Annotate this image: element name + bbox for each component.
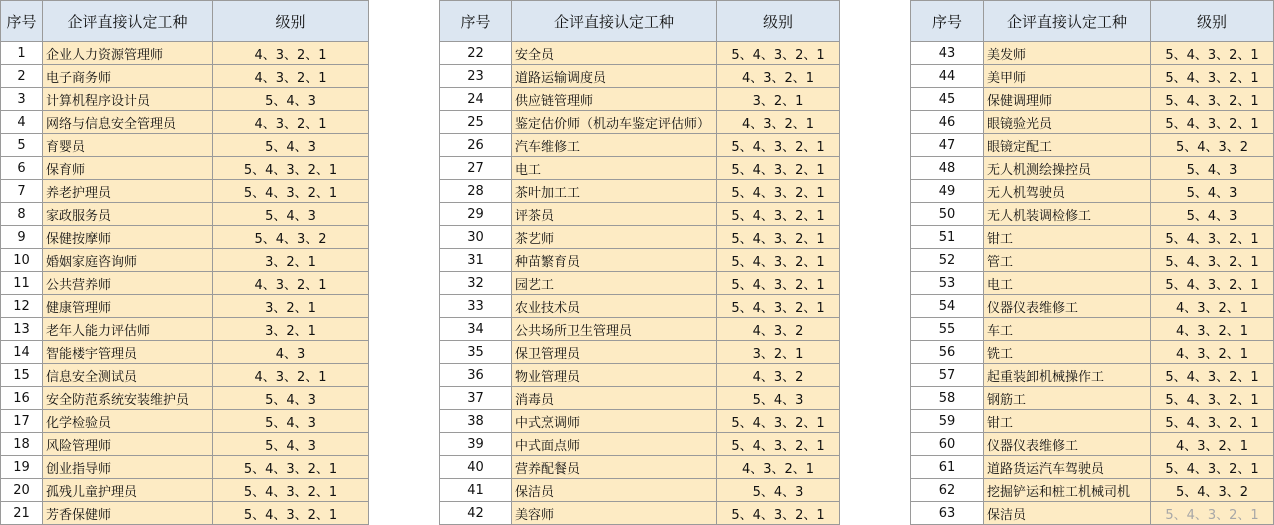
table-row: [440, 295, 840, 318]
level-list: 5、4、3、2、1: [1151, 410, 1274, 433]
row-number: 57: [911, 364, 984, 387]
level-list: 5、4、3: [213, 433, 369, 456]
row-number: 54: [911, 295, 984, 318]
occupation-name: 保健调理师: [984, 88, 1151, 111]
table-row: [911, 111, 1274, 134]
occupation-name: 安全防范系统安装维护员: [43, 387, 213, 410]
occupation-name: 茶艺师: [512, 226, 717, 249]
row-number: 11: [1, 272, 43, 295]
occupation-name: 电子商务师: [43, 65, 213, 88]
row-number: 58: [911, 387, 984, 410]
row-number: 40: [440, 456, 512, 479]
level-list: 5、4、3、2、1: [1151, 65, 1274, 88]
level-list: 4、3、2、1: [213, 65, 369, 88]
row-number: 50: [911, 203, 984, 226]
row-number: 30: [440, 226, 512, 249]
level-list: 5、4、3、2、1: [213, 502, 369, 525]
col-header-no: 序号: [1, 1, 43, 42]
row-number: 21: [1, 502, 43, 525]
row-number: 28: [440, 180, 512, 203]
occupation-name: 化学检验员: [43, 410, 213, 433]
occupation-name: 美发师: [984, 42, 1151, 65]
table-row: [911, 249, 1274, 272]
occupation-name: 供应链管理师: [512, 88, 717, 111]
level-list: 4、3: [213, 341, 369, 364]
table-row: [1, 88, 369, 111]
occupation-name: 智能楼宇管理员: [43, 341, 213, 364]
level-list: 3、2、1: [213, 318, 369, 341]
level-list: 4、3、2: [717, 364, 840, 387]
row-number: 53: [911, 272, 984, 295]
level-list: 5、4、3、2、1: [1151, 456, 1274, 479]
occupation-name: 信息安全测试员: [43, 364, 213, 387]
table-row: [911, 364, 1274, 387]
occupation-name: 中式烹调师: [512, 410, 717, 433]
certification-table-1: [0, 0, 369, 525]
occupation-name: 起重装卸机械操作工: [984, 364, 1151, 387]
level-list: 5、4、3、2、1: [717, 226, 840, 249]
row-number: 8: [1, 203, 43, 226]
level-list: 4、3、2、1: [213, 272, 369, 295]
occupation-name: 无人机驾驶员: [984, 180, 1151, 203]
level-list: 4、3、2、1: [717, 65, 840, 88]
table-row: [1, 387, 369, 410]
occupation-name: 美容师: [512, 502, 717, 525]
table-row: [440, 65, 840, 88]
table-row: [1, 111, 369, 134]
occupation-name: 育婴员: [43, 134, 213, 157]
occupation-name: 电工: [512, 157, 717, 180]
row-number: 6: [1, 157, 43, 180]
occupation-name: 保洁员: [984, 502, 1151, 525]
table-row: [1, 295, 369, 318]
level-list: 4、3、2、1: [1151, 295, 1274, 318]
row-number: 49: [911, 180, 984, 203]
level-list: 5、4、3、2: [1151, 134, 1274, 157]
table-row: [1, 203, 369, 226]
row-number: 41: [440, 479, 512, 502]
row-number: 13: [1, 318, 43, 341]
table-row: [440, 157, 840, 180]
level-list: 5、4、3、2、1: [213, 180, 369, 203]
occupation-name: 汽车维修工: [512, 134, 717, 157]
occupation-name: 芳香保健师: [43, 502, 213, 525]
row-number: 60: [911, 433, 984, 456]
table-row: [440, 410, 840, 433]
table-row: [1, 433, 369, 456]
table-row: [440, 88, 840, 111]
table-row: [1, 226, 369, 249]
col-header-name: 企评直接认定工种: [512, 1, 717, 42]
level-list: 5、4、3: [1151, 203, 1274, 226]
row-number: 9: [1, 226, 43, 249]
table-row: [911, 65, 1274, 88]
table-row: [1, 502, 369, 525]
level-list: 5、4、3: [213, 410, 369, 433]
level-list: 5、4、3、2: [213, 226, 369, 249]
col-header-name: 企评直接认定工种: [984, 1, 1151, 42]
row-number: 39: [440, 433, 512, 456]
level-list: 5、4、3、2、1: [1151, 387, 1274, 410]
table-row: [440, 341, 840, 364]
row-number: 59: [911, 410, 984, 433]
row-number: 45: [911, 88, 984, 111]
occupation-name: 创业指导师: [43, 456, 213, 479]
row-number: 23: [440, 65, 512, 88]
row-number: 47: [911, 134, 984, 157]
row-number: 26: [440, 134, 512, 157]
row-number: 31: [440, 249, 512, 272]
level-list: 4、3、2、1: [213, 111, 369, 134]
table-row: [440, 203, 840, 226]
table-row: [911, 295, 1274, 318]
col-header-no: 序号: [911, 1, 984, 42]
table-row: [1, 157, 369, 180]
level-list: 4、3、2、1: [213, 364, 369, 387]
row-number: 43: [911, 42, 984, 65]
level-list: 3、2、1: [717, 341, 840, 364]
row-number: 19: [1, 456, 43, 479]
table-row: [911, 341, 1274, 364]
row-number: 22: [440, 42, 512, 65]
row-number: 4: [1, 111, 43, 134]
level-list: 5、4、3、2、1: [717, 42, 840, 65]
occupation-name: 公共场所卫生管理员: [512, 318, 717, 341]
occupation-name: 钳工: [984, 410, 1151, 433]
occupation-name: 仪器仪表维修工: [984, 433, 1151, 456]
table-row: [1, 410, 369, 433]
col-header-level: 级别: [717, 1, 840, 42]
occupation-name: 钳工: [984, 226, 1151, 249]
occupation-name: 风险管理师: [43, 433, 213, 456]
row-number: 34: [440, 318, 512, 341]
level-list: 3、2、1: [213, 295, 369, 318]
occupation-name: 营养配餐员: [512, 456, 717, 479]
level-list: 5、4、3、2、1: [213, 456, 369, 479]
row-number: 14: [1, 341, 43, 364]
level-list: 5、4、3、2、1: [717, 157, 840, 180]
table-row: [440, 180, 840, 203]
table-row: [911, 272, 1274, 295]
level-list: 5、4、3: [213, 387, 369, 410]
occupation-name: 评茶员: [512, 203, 717, 226]
table-row: [1, 180, 369, 203]
occupation-name: 婚姻家庭咨询师: [43, 249, 213, 272]
table-row: [911, 433, 1274, 456]
table-row: [911, 456, 1274, 479]
level-list: 5、4、3、2、1: [1151, 226, 1274, 249]
level-list: 4、3、2、1: [213, 42, 369, 65]
occupation-name: 中式面点师: [512, 433, 717, 456]
row-number: 1: [1, 42, 43, 65]
level-list: 5、4、3、2、1: [717, 134, 840, 157]
occupation-name: 网络与信息安全管理员: [43, 111, 213, 134]
level-list: 3、2、1: [213, 249, 369, 272]
table-row: [911, 318, 1274, 341]
row-number: 48: [911, 157, 984, 180]
level-list: 5、4、3: [213, 88, 369, 111]
table-row: [440, 249, 840, 272]
table-row: [911, 226, 1274, 249]
occupation-name: 保卫管理员: [512, 341, 717, 364]
level-list: 5、4、3: [1151, 180, 1274, 203]
level-list: 5、4、3、2、1: [717, 180, 840, 203]
occupation-name: 挖掘铲运和桩工机械司机: [984, 479, 1151, 502]
row-number: 51: [911, 226, 984, 249]
row-number: 55: [911, 318, 984, 341]
level-list: 5、4、3: [1151, 157, 1274, 180]
table-row: [1, 364, 369, 387]
table-row: [911, 157, 1274, 180]
level-list: 5、4、3: [717, 479, 840, 502]
level-list: 5、4、3: [213, 203, 369, 226]
occupation-name: 园艺工: [512, 272, 717, 295]
row-number: 33: [440, 295, 512, 318]
row-number: 16: [1, 387, 43, 410]
row-number: 17: [1, 410, 43, 433]
level-list: 5、4、3、2、1: [717, 410, 840, 433]
table-row: [440, 479, 840, 502]
occupation-name: 电工: [984, 272, 1151, 295]
level-list: 4、3、2、1: [1151, 341, 1274, 364]
row-number: 7: [1, 180, 43, 203]
level-list: 5、4、3、2、1: [717, 272, 840, 295]
table-row: [440, 226, 840, 249]
table-row: [1, 42, 369, 65]
level-list: 5、4、3、2、1: [213, 479, 369, 502]
certification-table-3: [910, 0, 1274, 525]
level-list: 5、4、3、2、1: [717, 203, 840, 226]
occupation-name: 钢筋工: [984, 387, 1151, 410]
occupation-name: 保洁员: [512, 479, 717, 502]
level-list: 5、4、3: [717, 387, 840, 410]
table-row: [1, 318, 369, 341]
occupation-name: 眼镜定配工: [984, 134, 1151, 157]
occupation-name: 车工: [984, 318, 1151, 341]
table-row: [911, 88, 1274, 111]
occupation-name: 道路货运汽车驾驶员: [984, 456, 1151, 479]
level-list: 3、2、1: [717, 88, 840, 111]
row-number: 5: [1, 134, 43, 157]
row-number: 62: [911, 479, 984, 502]
col-header-no: 序号: [440, 1, 512, 42]
level-list: 5、4、3、2、1: [717, 295, 840, 318]
row-number: 18: [1, 433, 43, 456]
certification-table-2: [439, 0, 840, 525]
occupation-name: 物业管理员: [512, 364, 717, 387]
level-list: 5、4、3、2、1: [1151, 249, 1274, 272]
table-row: [440, 502, 840, 525]
occupation-name: 鉴定估价师（机动车鉴定评估师）: [512, 111, 717, 134]
occupation-name: 美甲师: [984, 65, 1151, 88]
occupation-name: 无人机装调检修工: [984, 203, 1151, 226]
occupation-name: 安全员: [512, 42, 717, 65]
row-number: 20: [1, 479, 43, 502]
occupation-name: 保育师: [43, 157, 213, 180]
occupation-name: 无人机测绘操控员: [984, 157, 1151, 180]
row-number: 25: [440, 111, 512, 134]
row-number: 12: [1, 295, 43, 318]
level-list: 5、4、3、2、1: [717, 433, 840, 456]
row-number: 27: [440, 157, 512, 180]
row-number: 61: [911, 456, 984, 479]
table-row: [1, 249, 369, 272]
table-row: [911, 479, 1274, 502]
col-header-name: 企评直接认定工种: [43, 1, 213, 42]
level-list: 5、4、3、2、1: [1151, 272, 1274, 295]
occupation-name: 茶叶加工工: [512, 180, 717, 203]
row-number: 2: [1, 65, 43, 88]
occupation-name: 孤残儿童护理员: [43, 479, 213, 502]
table-row: [440, 456, 840, 479]
table-row: [911, 387, 1274, 410]
occupation-name: 眼镜验光员: [984, 111, 1151, 134]
level-list: 5、4、3、2、1: [1151, 88, 1274, 111]
row-number: 44: [911, 65, 984, 88]
row-number: 10: [1, 249, 43, 272]
level-list: 5、4、3、2、1: [717, 502, 840, 525]
occupation-name: 道路运输调度员: [512, 65, 717, 88]
occupation-name: 健康管理师: [43, 295, 213, 318]
occupation-name: 计算机程序设计员: [43, 88, 213, 111]
table-row: [911, 180, 1274, 203]
col-header-level: 级别: [213, 1, 369, 42]
level-list: 5、4、3、2、1: [1151, 111, 1274, 134]
occupation-name: 家政服务员: [43, 203, 213, 226]
row-number: 46: [911, 111, 984, 134]
occupation-name: 公共营养师: [43, 272, 213, 295]
level-list: 4、3、2、1: [717, 456, 840, 479]
table-header-row: [440, 1, 840, 42]
level-list: 4、3、2、1: [1151, 433, 1274, 456]
occupation-name: 种苗繁育员: [512, 249, 717, 272]
row-number: 15: [1, 364, 43, 387]
table-row: [911, 410, 1274, 433]
level-list: 5、4、3、2、1: [1151, 42, 1274, 65]
level-list: 5、4、3、2: [1151, 479, 1274, 502]
row-number: 42: [440, 502, 512, 525]
table-header-row: [1, 1, 369, 42]
occupation-name: 管工: [984, 249, 1151, 272]
level-list: 5、4、3、2、1: [213, 157, 369, 180]
row-number: 38: [440, 410, 512, 433]
occupation-name: 企业人力资源管理师: [43, 42, 213, 65]
table-row: [1, 134, 369, 157]
table-row: [1, 456, 369, 479]
occupation-name: 老年人能力评估师: [43, 318, 213, 341]
row-number: 29: [440, 203, 512, 226]
row-number: 52: [911, 249, 984, 272]
row-number: 37: [440, 387, 512, 410]
row-number: 56: [911, 341, 984, 364]
occupation-name: 消毒员: [512, 387, 717, 410]
row-number: 24: [440, 88, 512, 111]
level-list: 4、3、2: [717, 318, 840, 341]
table-row: [440, 134, 840, 157]
occupation-name: 仪器仪表维修工: [984, 295, 1151, 318]
table-row: [911, 42, 1274, 65]
level-list: 5、4、3、2、1: [717, 249, 840, 272]
table-row: [1, 479, 369, 502]
occupation-name: 保健按摩师: [43, 226, 213, 249]
table-row: [440, 364, 840, 387]
occupation-name: 铣工: [984, 341, 1151, 364]
table-row: [440, 318, 840, 341]
level-list: 5、4、3、2、1: [1151, 502, 1274, 525]
table-row: [1, 272, 369, 295]
table-row: [911, 134, 1274, 157]
table-row: [1, 65, 369, 88]
row-number: 35: [440, 341, 512, 364]
table-row: [440, 433, 840, 456]
row-number: 32: [440, 272, 512, 295]
table-header-row: [911, 1, 1274, 42]
table-row: [440, 42, 840, 65]
col-header-level: 级别: [1151, 1, 1274, 42]
row-number: 63: [911, 502, 984, 525]
row-number: 3: [1, 88, 43, 111]
row-number: 36: [440, 364, 512, 387]
table-row: [440, 111, 840, 134]
table-row: [911, 203, 1274, 226]
table-row: [1, 341, 369, 364]
occupation-name: 养老护理员: [43, 180, 213, 203]
level-list: 4、3、2、1: [1151, 318, 1274, 341]
level-list: 4、3、2、1: [717, 111, 840, 134]
table-row: [440, 387, 840, 410]
occupation-name: 农业技术员: [512, 295, 717, 318]
level-list: 5、4、3: [213, 134, 369, 157]
level-list: 5、4、3、2、1: [1151, 364, 1274, 387]
table-row: [911, 502, 1274, 525]
table-row: [440, 272, 840, 295]
